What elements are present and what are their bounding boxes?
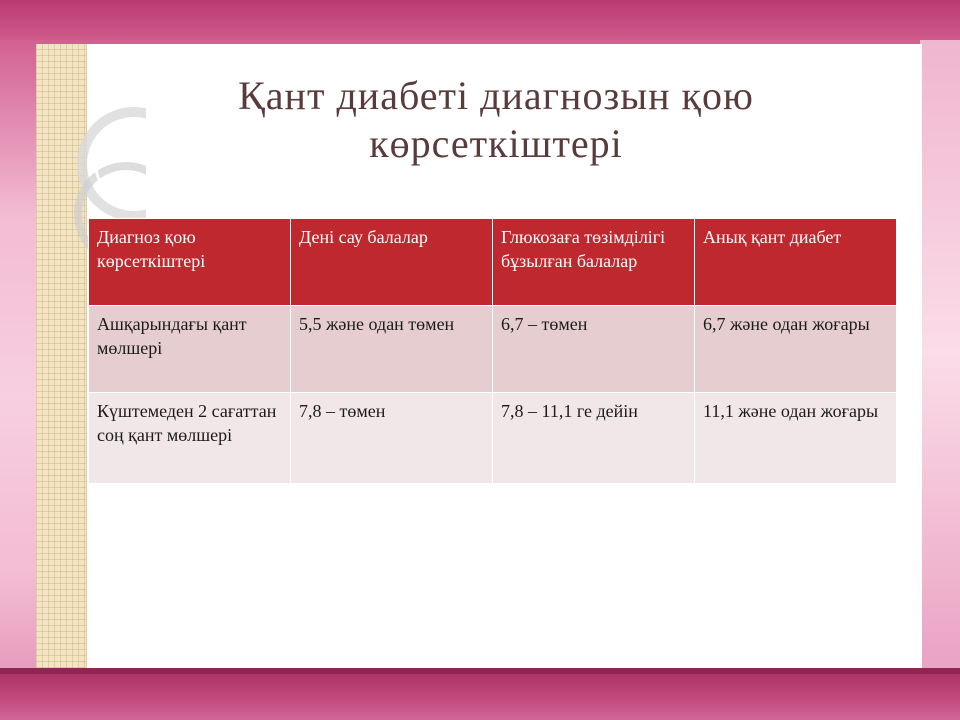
table-row [89, 393, 897, 484]
table-cell: Күштемеден 2 сағаттан соң қант мөлшері [89, 393, 291, 484]
table-cell: 5,5 және одан төмен [291, 306, 493, 393]
diagnosis-table [88, 218, 897, 484]
slide-title [146, 72, 846, 168]
table-header-cell: Глюкозаға төзімділігі бұзылған балалар [493, 219, 695, 306]
table-header-row [89, 219, 897, 306]
table-cell: 7,8 – 11,1 ге дейін [493, 393, 695, 484]
table-cell: 7,8 – төмен [291, 393, 493, 484]
slide-canvas [36, 44, 922, 668]
table-row [89, 306, 897, 393]
table-header-cell: Анық қант диабет [695, 219, 897, 306]
table-cell: 6,7 және одан жоғары [695, 306, 897, 393]
table-cell: Ашқарындағы қант мөлшері [89, 306, 291, 393]
table-cell: 6,7 – төмен [493, 306, 695, 393]
slide-title-line-2: көрсеткіштері [369, 121, 623, 166]
bottom-decor-band [0, 668, 960, 720]
table-header-cell: Дені сау балалар [291, 219, 493, 306]
table-header-cell: Диагноз қою көрсеткіштері [89, 219, 291, 306]
top-decor-band [0, 0, 960, 40]
right-decor-glow [920, 40, 960, 668]
table-cell: 11,1 және одан жоғары [695, 393, 897, 484]
slide-title-line-1: Қант диабеті диагнозын қою [238, 73, 754, 118]
